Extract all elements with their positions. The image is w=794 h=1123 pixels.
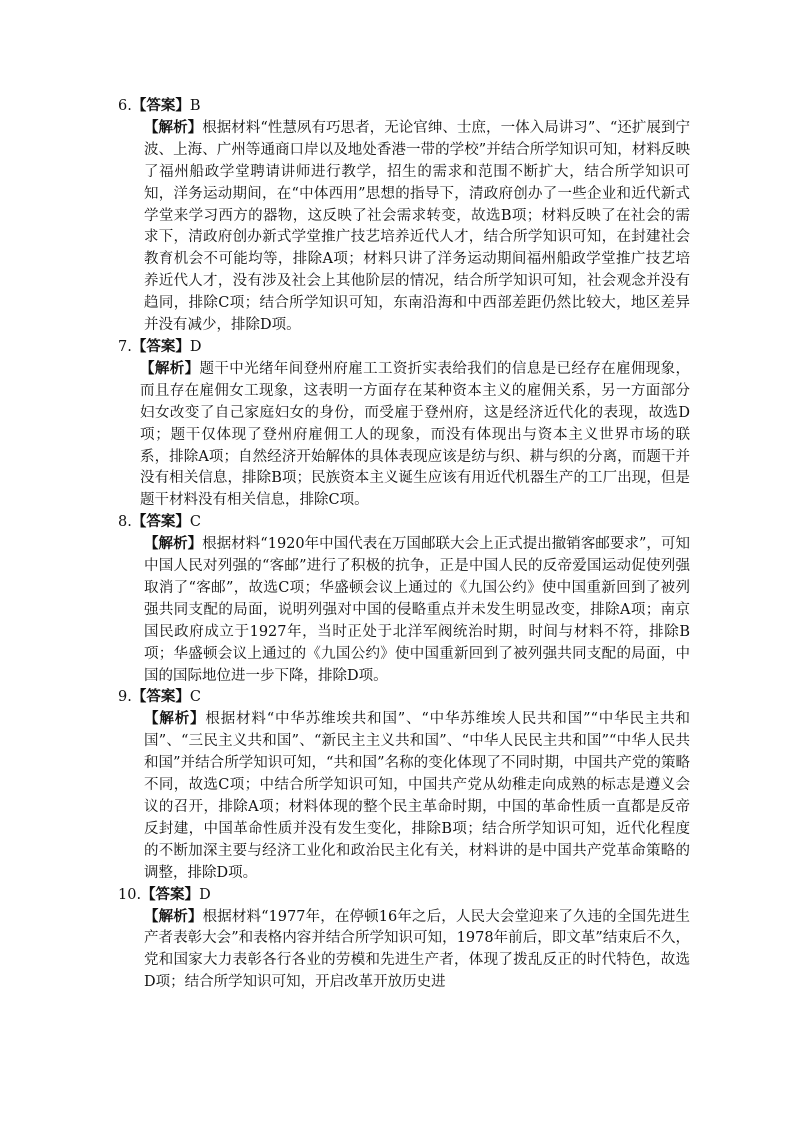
answer-line	[118, 687, 690, 709]
answer-line	[118, 885, 690, 907]
answer-value: C	[189, 514, 201, 531]
explain-tag: 【解析】	[144, 711, 206, 728]
answer-sheet	[118, 96, 690, 994]
question-number: 6.	[118, 98, 132, 114]
answer-value: D	[199, 886, 211, 903]
explanation-paragraph	[118, 709, 690, 884]
question-item-9	[118, 687, 690, 884]
answer-value: C	[189, 689, 201, 706]
question-item-6	[118, 96, 690, 337]
answer-line	[118, 96, 690, 118]
explain-tag: 【解析】	[144, 536, 203, 553]
question-item-7	[118, 337, 690, 512]
explanation-paragraph	[118, 907, 690, 995]
explanation-text: 根据材料“性慧夙有巧思者，无论官绅、士庶，一体入局讲习”、“还扩展到宁波、上海、广州等通商口岸以及地处香港一带的学校”并结合所学知识可知，材料反映了福州船政学堂聘请讲师进行教学，招生的需求和范围不断扩大，结合所学知识可知，洋务运动期间，在“中体西用”思想的指导下，清政府创办了一些企业和近代新式学堂来学习西方的器物，这反映了社会需求转变，故选B项；材料反映了在社会的需求下，清政府创办新式学堂推广技艺培养近代人才，结合所学知识可知，在封建社会教育机会不可能均等，排除A项；材料只讲了洋务运动期间福州船政学堂推广技艺培养近代人才，没有涉及社会上其他阶层的情况，结合所学知识可知，社会观念并没有趋同，排除C项；结合所学知识可知，东南沿海和中西部差距仍然比较大，地区差异并没有减少，排除D项。	[144, 119, 690, 334]
question-number: 7.	[118, 338, 132, 355]
explanation-text: 根据材料“中华苏维埃共和国”、“中华苏维埃人民共和国”“中华民主共和国”、“三民主义共和国”、“新民主主义共和国”、“中华人民民主共和国”“中华人民共和国”并结合所学知识可知，“共和国”名称的变化体现了不同时期，中国共产党的策略不同，故选C项；中结合所学知识可知，中国共产党从幼稚走向成熟的标志是遵义会议的召开，排除A项；材料体现的整个民主革命时期，中国的革命性质一直都是反帝反封建，中国革命性质并没有发生变化，排除B项；结合所学知识可知，近代化程度的不断加深主要与经济工业化和政治民主化有关，材料讲的是中国共产党革命策略的调整，排除D项。	[144, 711, 691, 881]
explanation-text: 根据材料“1977年，在停顿16年之后，人民大会堂迎来了久违的全国先进生产者表彰大会”和表格内容并结合所学知识可知，1978年前后，即文革”结束后不久，党和国家大力表彰各行各业的劳模和先进生产者，体现了拨乱反正的时代特色，故选D项；结合所学知识可知，开启改革开放历史进	[144, 908, 691, 991]
answer-value: B	[189, 98, 201, 114]
answer-tag: 【答案】	[141, 886, 200, 903]
answer-tag: 【答案】	[131, 338, 190, 355]
explanation-paragraph	[118, 359, 690, 512]
question-item-10	[118, 885, 690, 995]
explain-tag: 【解析】	[144, 908, 203, 925]
question-number: 8.	[118, 514, 132, 531]
answer-tag: 【答案】	[131, 514, 190, 531]
answer-tag: 【答案】	[131, 98, 190, 114]
explain-tag: 【解析】	[144, 119, 203, 136]
explanation-text: 根据材料“1920年中国代表在万国邮联大会上正式提出撤销客邮要求”，可知中国人民对列强的“客邮”进行了积极的抗争，正是中国人民的反帝爱国运动促使列强取消了“客邮”，故选C项；华盛顿会议上通过的《九国公约》使中国重新回到了被列强共同支配的局面，说明列强对中国的侵略重点并未发生明显改变，排除A项；南京国民政府成立于1927年，当时正处于北洋军阀统治时期，时间与材料不符，排除B项；华盛顿会议上通过的《九国公约》使中国重新回到了被列强共同支配的局面，中国的国际地位进一步下降，排除D项。	[144, 536, 691, 684]
question-number: 9.	[118, 689, 132, 706]
answer-line	[118, 337, 690, 359]
explanation-paragraph	[118, 534, 690, 687]
explain-tag: 【解析】	[140, 360, 200, 377]
answer-value: D	[189, 338, 202, 355]
question-item-8	[118, 512, 690, 687]
explanation-paragraph	[118, 118, 690, 337]
explanation-text: 题干中光绪年间登州府雇工工资折实表给我们的信息是已经存在雇佣现象，而且存在雇佣女工现象，这表明一方面存在某种资本主义的雇佣关系，另一方面部分妇女改变了自己家庭妇女的身份，而受雇于登州府，这是经济近代化的表现，故选D项；题干仅体现了登州府雇佣工人的现象，而没有体现出与资本主义世界市场的联系，排除A项；自然经济开始解体的具体表现应该是纺与织、耕与织的分离，而题干并没有相关信息，排除B项；民族资本主义诞生应该有用近代机器生产的工厂出现，但是题干材料没有相关信息，排除C项。	[140, 360, 690, 509]
question-number: 10.	[118, 886, 142, 903]
answer-line	[118, 512, 690, 534]
answer-tag: 【答案】	[131, 689, 190, 706]
